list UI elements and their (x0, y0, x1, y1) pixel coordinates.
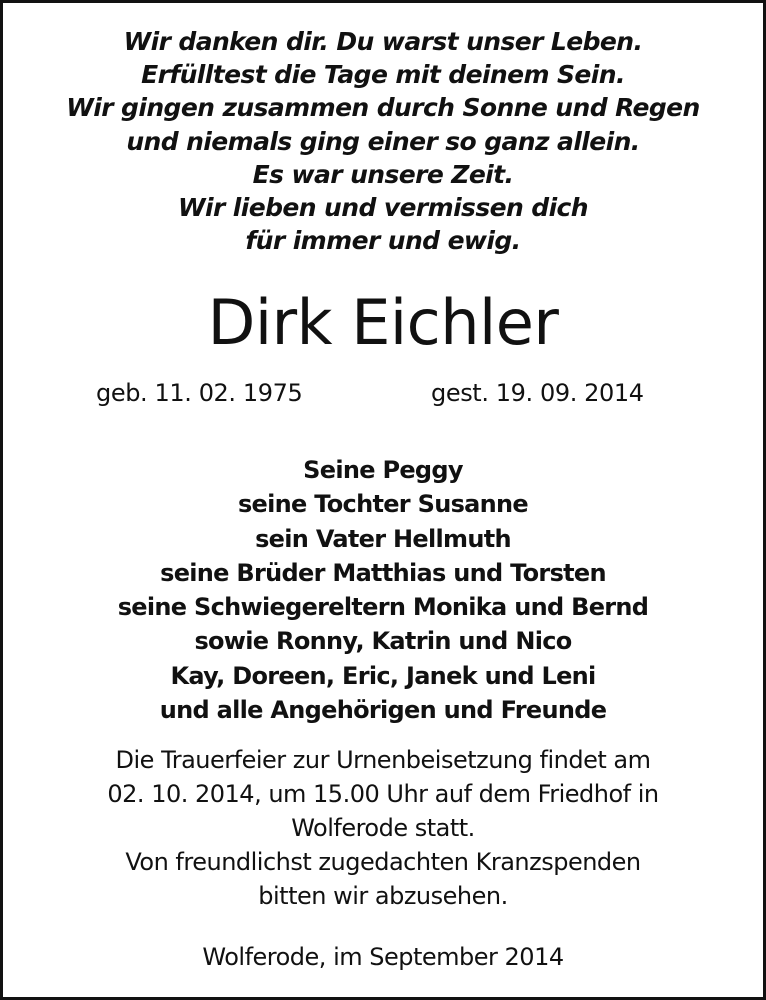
place-and-date: Wolferode, im September 2014 (202, 943, 564, 971)
mourner-line: seine Tochter Susanne (237, 490, 529, 519)
funeral-line: 02. 10. 2014, um 15.00 Uhr auf dem Friedhof in (107, 780, 659, 808)
birth-date: geb. 11. 02. 1975 (96, 379, 303, 407)
poem-line: Erfülltest die Tage mit deinem Sein. (141, 60, 625, 90)
mourner-line: und alle Angehörigen und Freunde (159, 696, 607, 725)
funeral-announcement (3, 743, 763, 913)
funeral-line: bitten wir abzusehen. (258, 882, 508, 910)
mourner-line: sein Vater Hellmuth (255, 524, 511, 553)
poem-line: Es war unsere Zeit. (252, 159, 514, 189)
mourner-line: sowie Ronny, Katrin und Nico (194, 627, 572, 656)
deceased-name: Dirk Eichler (207, 286, 559, 359)
mourners-list (3, 453, 763, 727)
mourner-line: seine Brüder Matthias und Torsten (160, 558, 606, 587)
poem-line: Wir gingen zusammen durch Sonne und Regen (66, 93, 700, 123)
mourner-line: seine Schwiegereltern Monika und Bernd (117, 593, 649, 622)
death-date: gest. 19. 09. 2014 (431, 379, 644, 407)
poem-line: für immer und ewig. (245, 226, 521, 256)
poem-line: Wir danken dir. Du warst unser Leben. (123, 27, 643, 56)
mourner-line: Kay, Doreen, Eric, Janek und Leni (170, 661, 596, 690)
memorial-poem (3, 25, 763, 257)
mourner-line: Seine Peggy (303, 456, 463, 484)
poem-line: und niemals ging einer so ganz allein. (126, 126, 640, 156)
life-dates (3, 375, 763, 411)
poem-line: Wir lieben und vermissen dich (178, 193, 588, 223)
funeral-line: Wolferode statt. (291, 814, 475, 842)
funeral-line: Von freundlichst zugedachten Kranzspenden (125, 848, 641, 876)
funeral-line: Die Trauerfeier zur Urnenbeisetzung findet am (115, 746, 651, 774)
